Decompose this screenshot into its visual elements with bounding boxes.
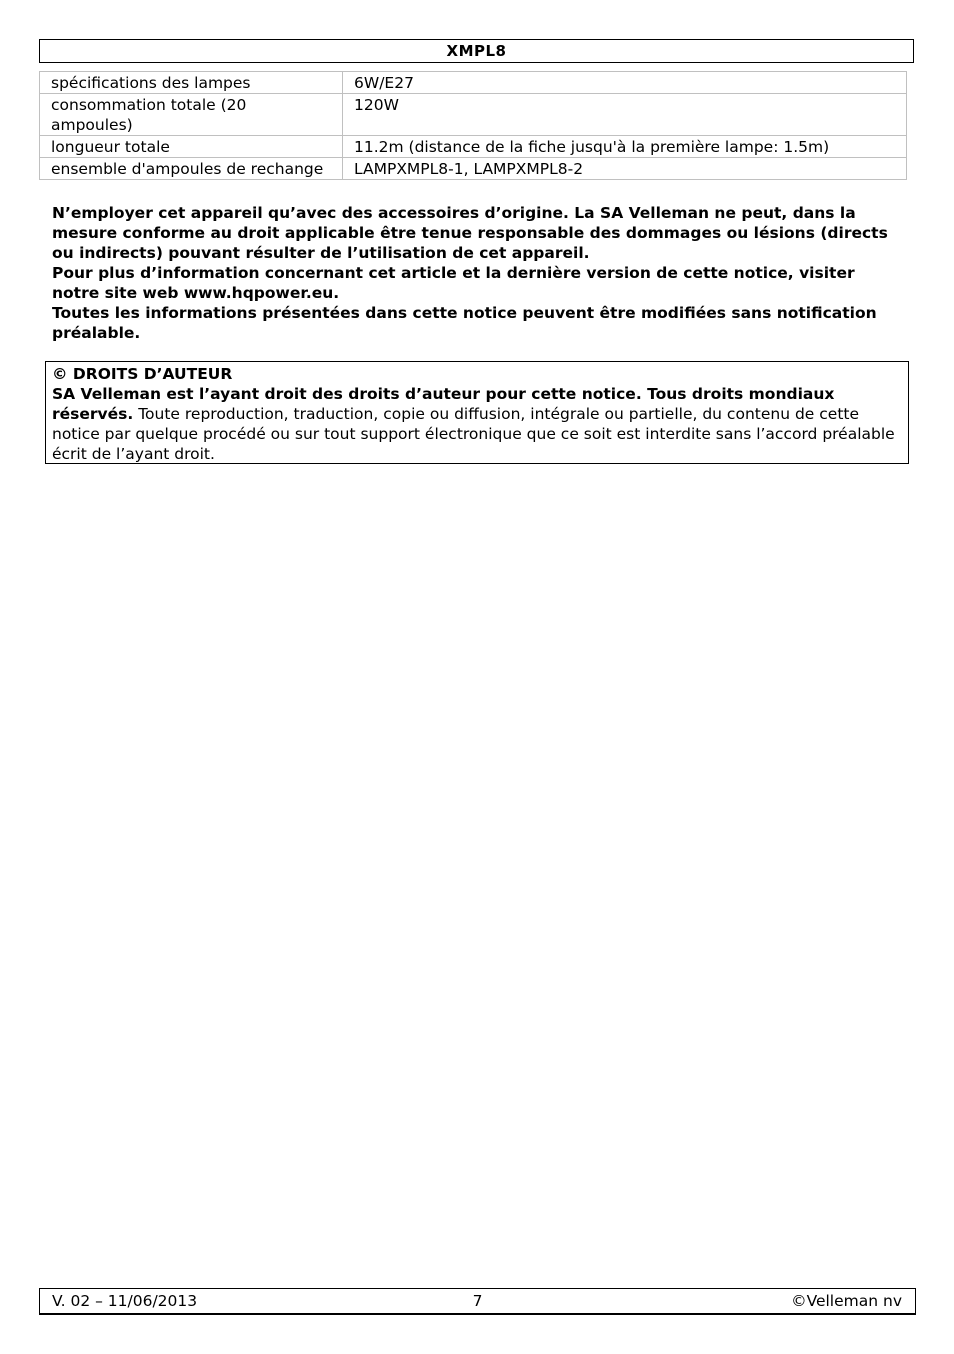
specifications-table — [39, 71, 907, 180]
copyright-bold-text: SA Velleman est l’ayant droit des droits d’auteur pour cette notice. Tous droits mondiaux réservés. — [52, 385, 835, 423]
notice-accessories: N’employer cet appareil qu’avec des accessoires d’origine. La SA Velleman ne peut, dans la mesure conforme au droit applicable être tenue responsable des dommages ou lésions (directs ou indirects) pouvant résulter de l’utilisation de cet appareil. — [52, 204, 888, 262]
table-row — [40, 72, 907, 94]
page-footer — [39, 1288, 916, 1315]
spec-value: 120W — [343, 94, 907, 136]
footer-version: V. 02 – 11/06/2013 — [52, 1292, 198, 1310]
copyright-title: © DROITS D’AUTEUR — [52, 365, 233, 383]
table-row — [40, 158, 907, 180]
spec-value: LAMPXMPL8-1, LAMPXMPL8-2 — [343, 158, 907, 180]
notice-more-info: Pour plus d’information concernant cet article et la dernière version de cette notice, visiter notre site web www.hqpower.eu. — [52, 264, 855, 302]
footer-owner: ©Velleman nv — [791, 1292, 902, 1310]
spec-value: 11.2m (distance de la fiche jusqu'à la première lampe: 1.5m) — [343, 136, 907, 158]
model-name: XMPL8 — [446, 42, 507, 60]
spec-label: longueur totale — [40, 136, 343, 158]
spec-label: consommation totale (20 ampoules) — [40, 94, 343, 136]
table-row — [40, 94, 907, 136]
notice-modifications: Toutes les informations présentées dans cette notice peuvent être modifiées sans notification préalable. — [52, 304, 877, 342]
spec-label: spécifications des lampes — [40, 72, 343, 94]
copyright-text: Toute reproduction, traduction, copie ou diffusion, intégrale ou partielle, du contenu de cette notice par quelque procédé ou sur tout support électronique que ce soit est interdite sans l’accord préalable écrit de l’ayant droit. — [52, 405, 895, 463]
document-header — [39, 39, 914, 63]
table-row — [40, 136, 907, 158]
copyright-box — [45, 361, 909, 464]
legal-notice — [52, 203, 902, 343]
copyright-body — [52, 384, 902, 464]
spec-label: ensemble d'ampoules de rechange — [40, 158, 343, 180]
footer-page-number: 7 — [472, 1292, 483, 1310]
spec-value: 6W/E27 — [343, 72, 907, 94]
